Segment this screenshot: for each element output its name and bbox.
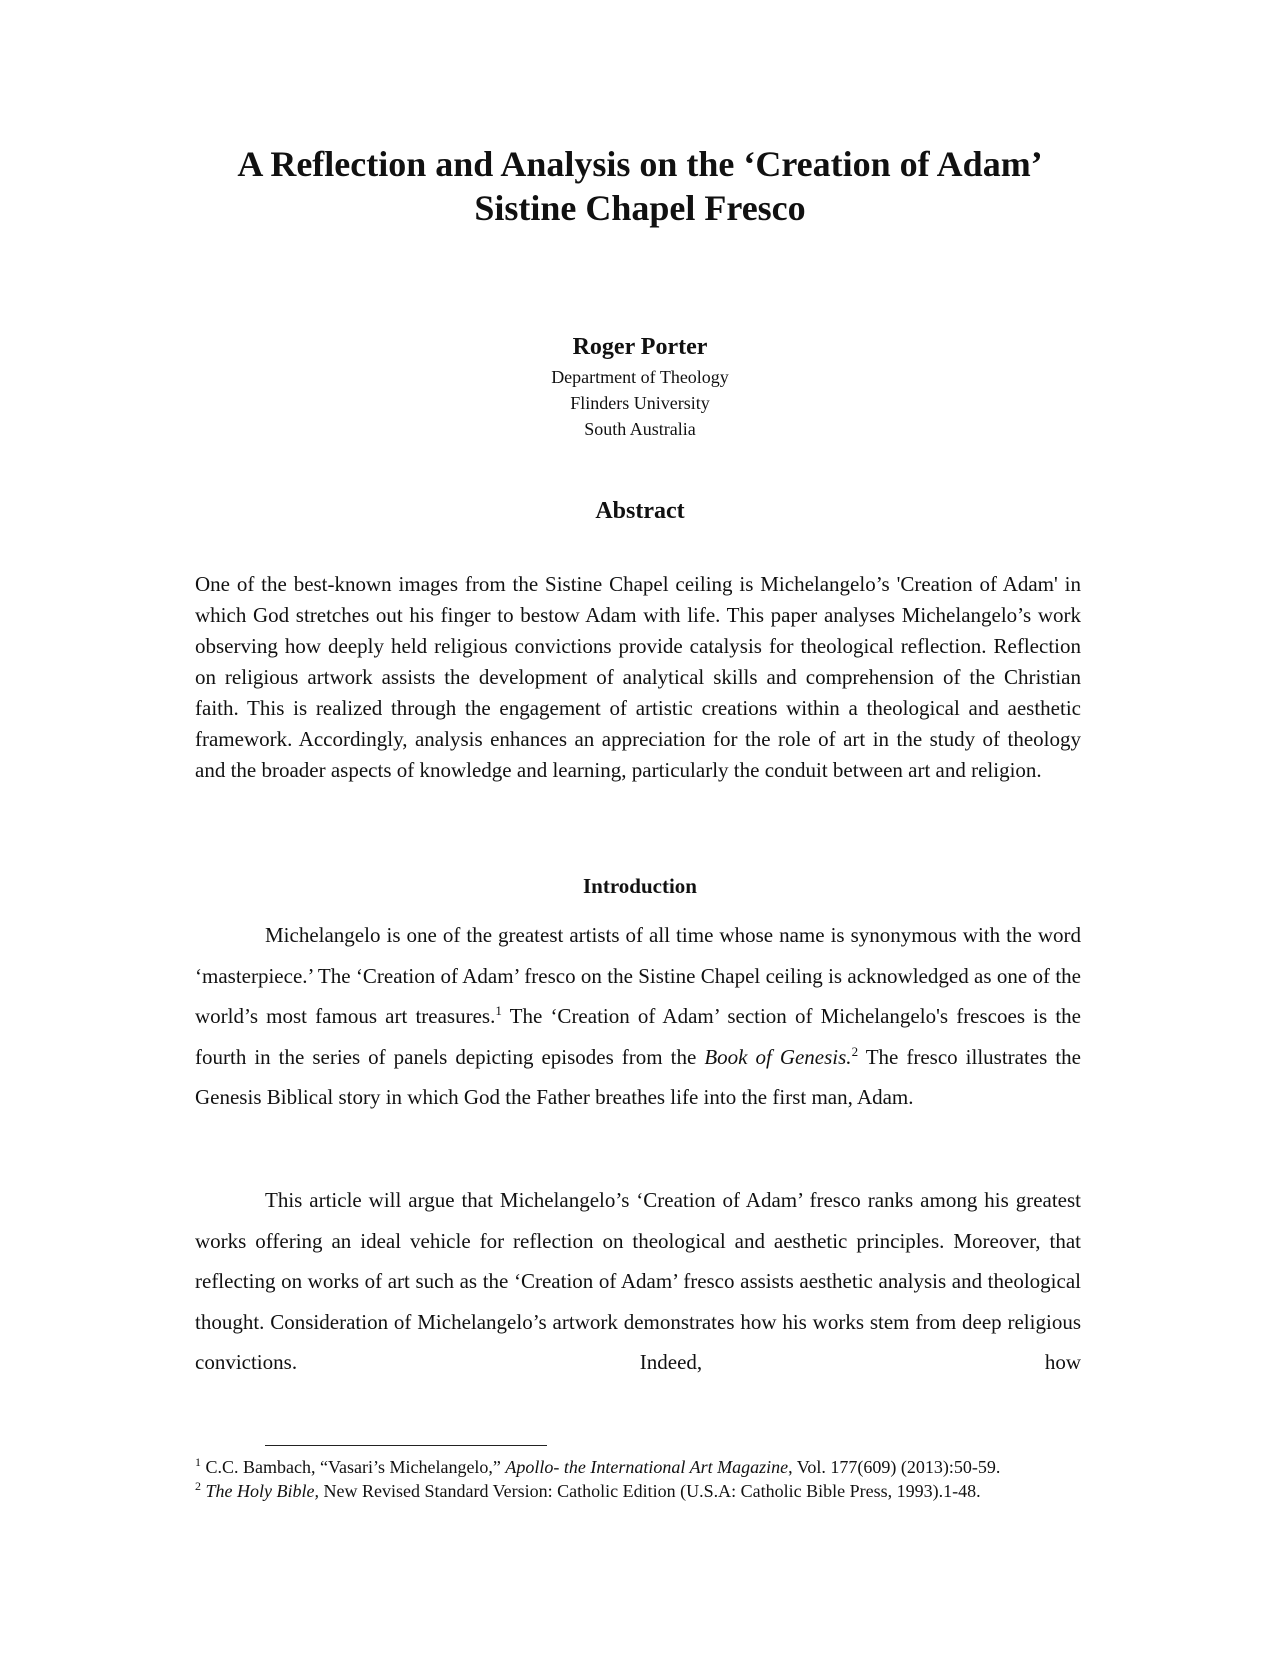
introduction-heading: Introduction xyxy=(583,874,697,898)
book-of-genesis-title: Book of Genesis. xyxy=(704,1044,852,1069)
footnote-ref-2[interactable]: 2 xyxy=(851,1043,859,1059)
intro-p1-text-c: The fresco illustrates the Genesis Biblical story in which God the Father breathes life into the first man, Adam. xyxy=(195,1044,1081,1109)
footnote-1-text-pre: C.C. Bambach, “Vasari’s Michelangelo,” xyxy=(205,1457,506,1477)
footnote-1-journal: Apollo- the International Art Magazine xyxy=(505,1457,789,1477)
footnote-ref-1[interactable]: 1 xyxy=(495,1003,502,1018)
footnote-2-book: The Holy Bible, xyxy=(205,1481,319,1501)
title-line-2: Sistine Chapel Fresco xyxy=(474,188,806,228)
footnote-2-text-post: New Revised Standard Version: Catholic Edition (U.S.A: Catholic Bible Press, 1993).1-48. xyxy=(318,1481,981,1501)
author-university: Flinders University xyxy=(570,393,710,413)
footnote-1 xyxy=(195,1455,1095,1479)
author-department: Department of Theology xyxy=(551,367,729,387)
title-line-1: A Reflection and Analysis on the ‘Creation of Adam’ xyxy=(237,144,1043,184)
footnote-separator xyxy=(265,1445,547,1446)
footnote-1-number: 1 xyxy=(195,1455,201,1469)
footnote-2 xyxy=(195,1479,1095,1503)
footnotes xyxy=(195,1455,1095,1503)
footnote-2-number: 2 xyxy=(195,1479,201,1493)
paper-title xyxy=(150,142,1130,230)
introduction-paragraph-2: This article will argue that Michelangelo’s ‘Creation of Adam’ fresco ranks among his greatest works offering an ideal vehicle for reflection on theological and aesthetic principles. Moreover, that reflecting on works of art such as the ‘Creation of Adam’ fresco assists aesthetic analysis and theological thought. Consideration of Michelangelo’s artwork demonstrates how his works stem from deep religious convictions. Indeed, how xyxy=(195,1188,1081,1374)
author-name: Roger Porter xyxy=(572,334,708,360)
abstract-heading: Abstract xyxy=(595,498,685,524)
footnote-1-text-post: , Vol. 177(609) (2013):50-59. xyxy=(788,1457,1001,1477)
introduction-paragraph-1 xyxy=(195,915,1081,1118)
intro-p1-text-a: Michelangelo is one of the greatest artists of all time whose name is synonymous with the word ‘masterpiece.’ The ‘Creation of Adam’ fresco on the Sistine Chapel ceiling is acknowledged as one of the world’s most famous art treasures. xyxy=(195,923,1081,1028)
author-block xyxy=(340,332,940,442)
author-location: South Australia xyxy=(584,419,696,439)
intro-p1-text-b: The ‘Creation of Adam’ section of Michelangelo's frescoes is the fourth in the series of panels depicting episodes from the xyxy=(195,1004,1081,1069)
abstract-text: One of the best-known images from the Sistine Chapel ceiling is Michelangelo’s 'Creation of Adam' in which God stretches out his finger to bestow Adam with life. This paper analyses Michelangelo’s work observing how deeply held religious convictions provide catalysis for theological reflection. Reflection on religious artwork assists the development of analytical skills and comprehension of the Christian faith. This is realized through the engagement of artistic creations within a theological and aesthetic framework. Accordingly, analysis enhances an appreciation for the role of art in the study of theology and the broader aspects of knowledge and learning, particularly the conduit between art and religion. xyxy=(195,572,1081,782)
